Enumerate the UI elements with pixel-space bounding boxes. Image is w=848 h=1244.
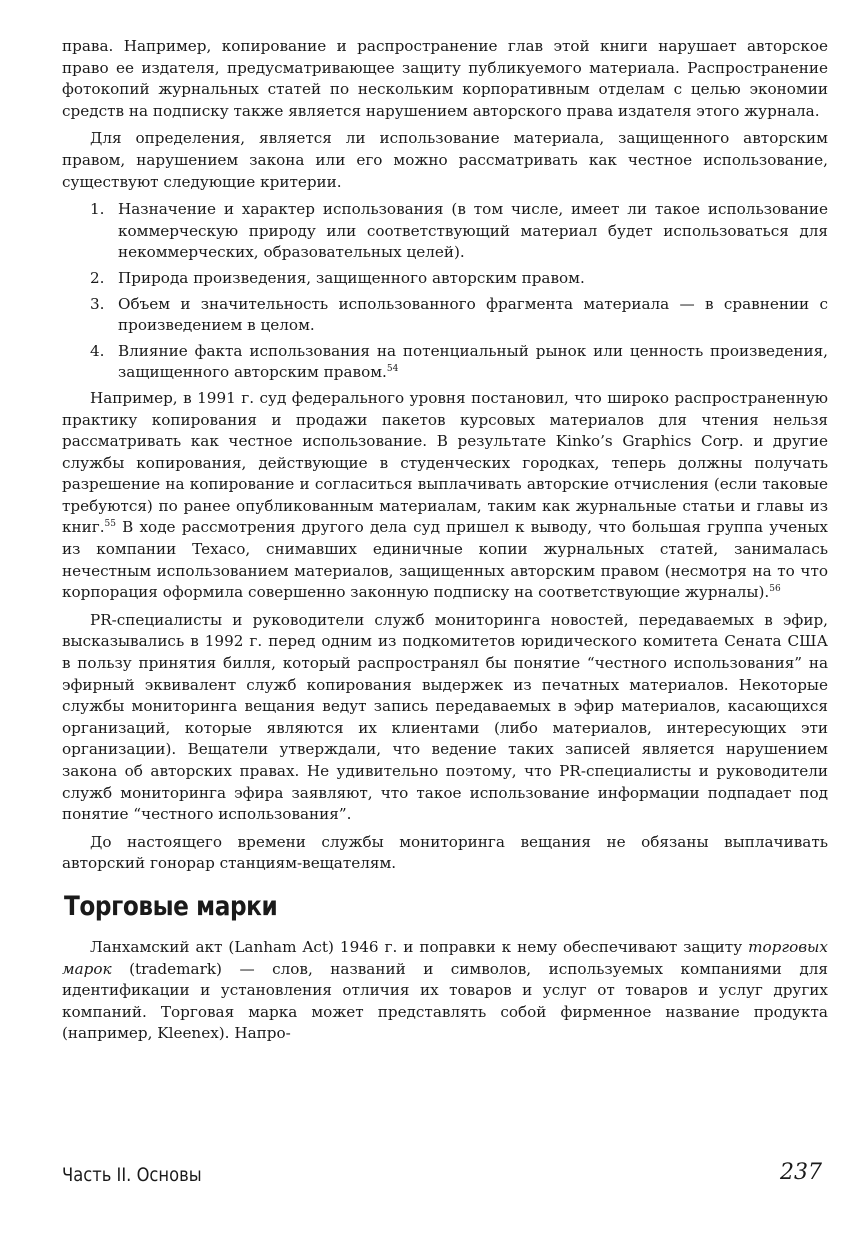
footnote-marker: 54 — [386, 364, 399, 375]
list-item-number: 2. — [90, 268, 105, 287]
court-cases-text-part2: В ходе рассмотрения другого дела суд пришел к выводу, что большая группа ученых из компании Texaco, снимавших единичные копии журнальных статей, занималась нечестным использованием материалов, защищенных авторским правом (несмотря на то что корпорация оформила совершенно законную подписку на соответствующие журналы). — [62, 518, 828, 602]
page-number: 237 — [780, 1160, 822, 1185]
lanham-text-part1: Ланхамский акт (Lanham Act) 1946 г. и поправки к нему обеспечивают защиту — [90, 937, 749, 956]
lanham-text-part2: (trademark) — слов, названий и символов, используемых компаниями для идентификации и установления отличия их товаров и услуг от товаров и услуг других компаний. Торговая марка может представлять собой фирменное название продукта (например, Kleenex). Напро- — [62, 959, 828, 1043]
list-item — [62, 268, 828, 290]
paragraph-court-cases — [62, 388, 828, 604]
footnote-marker: 55 — [104, 519, 116, 530]
list-item-number: 1. — [90, 200, 105, 219]
list-item — [62, 341, 828, 384]
list-item-number: 4. — [90, 341, 105, 360]
list-item — [62, 294, 828, 337]
list-item-number: 3. — [90, 294, 105, 313]
paragraph-pr-monitoring: PR-специалисты и руководители служб мониторинга новостей, передаваемых в эфир, высказывались в 1992 г. перед одним из подкомитетов юридического комитета Сената США в пользу принятия билля, который распространял бы понятие “честного использования” на эфирный эквивалент служб копирования выдержек из печатных материалов. Некоторые службы мониторинга вещания ведут запись передаваемых в эфир материалов, касающихся организаций, которые являются их клиентами (либо материалов, интересующих эти организации). Вещатели утверждали, что ведение таких записей является нарушением закона об авторских правах. Не удивительно поэтому, что PR-специалисты и руководители служб мониторинга эфира заявляют, что такое использование информации подпадает под понятие “честного использования”. — [62, 610, 828, 824]
trademark-term: торговых марок — [62, 937, 828, 978]
footer-section-title: Часть II. Основы — [62, 1164, 202, 1186]
paragraph-criteria-intro: Для определения, является ли использование материала, защищенного авторским правом, нарушением закона или его можно рассматривать как честное использование, существуют следующие критерии. — [62, 129, 828, 191]
criteria-list — [62, 199, 828, 384]
list-item-text: Объем и значительность использованного фрагмента материала — в сравнении с произведением в целом. — [118, 294, 828, 335]
list-item-text: Назначение и характер использования (в том числе, имеет ли такое использование коммерческую природу или соответствующий материал будет использоваться для некоммерческих, образовательных целей). — [118, 200, 828, 262]
page-body — [62, 36, 828, 1045]
footnote-marker: 56 — [769, 584, 781, 595]
section-heading: Торговые марки — [64, 890, 278, 922]
list-item-text: Природа произведения, защищенного авторским правом. — [118, 268, 585, 287]
paragraph-royalties: До настоящего времени службы мониторинга вещания не обязаны выплачивать авторский гонорар станциям-вещателям. — [62, 832, 828, 873]
paragraph-copying: права. Например, копирование и распространение глав этой книги нарушает авторское право ее издателя, предусматривающее защиту публикуемого материала. Распространение фотокопий журнальных статей по нескольким корпоративным отделам с целью экономии средств на подписку также является нарушением авторского права издателя этого журнала. — [62, 37, 828, 120]
paragraph-lanham-act — [62, 937, 828, 1045]
list-item — [62, 199, 828, 264]
list-item-text: Влияние факта использования на потенциальный рынок или ценность произведения, защищенного авторским правом. — [118, 341, 828, 382]
court-cases-text-part1: Например, в 1991 г. суд федерального уровня постановил, что широко распространенную практику копирования и продажи пакетов курсовых материалов для чтения нельзя рассматривать как честное использование. В результате Kinko’s Graphics Corp. и другие службы копирования, действующие в студенческих городках, теперь должны получать разрешение на копирование и согласиться выплачивать авторские отчисления (если таковые требуются) по ранее опубликованным материалам, таким как журнальные статьи и главы из книг. — [62, 388, 828, 537]
